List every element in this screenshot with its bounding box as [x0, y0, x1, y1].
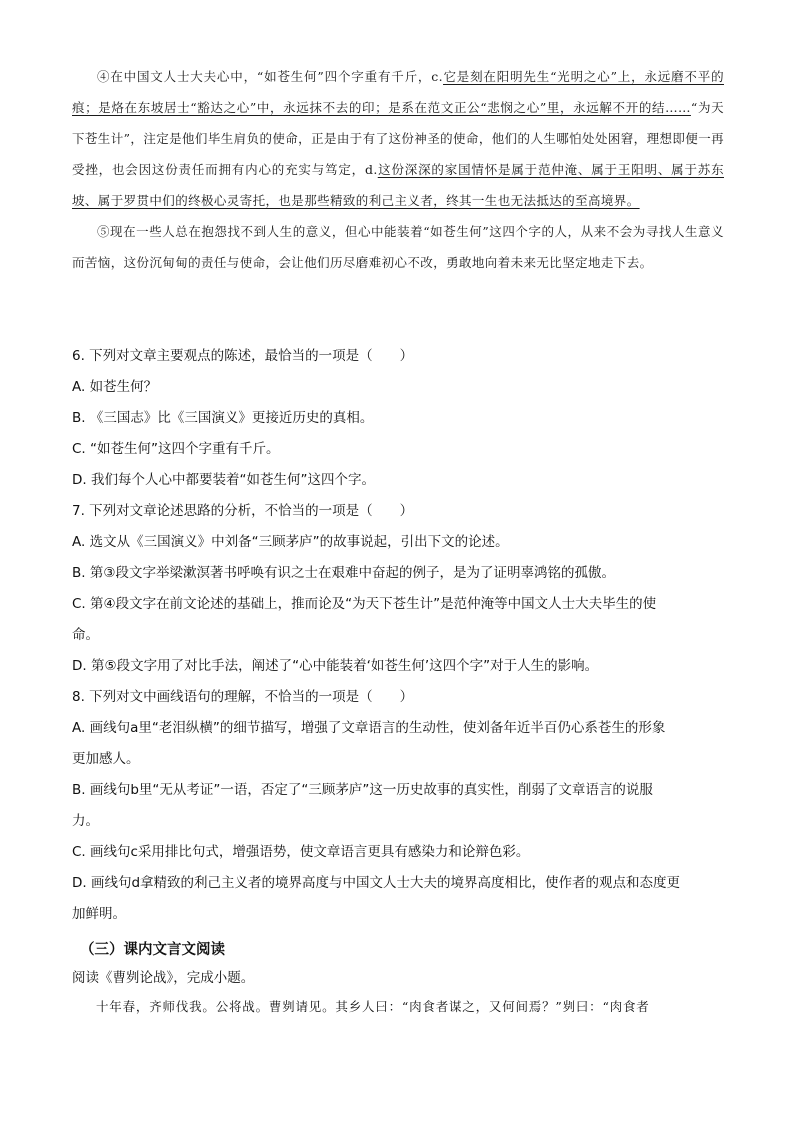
- question-stem-7: 7. 下列对文章论述思路的分析，不恰当的一项是（ ）: [72, 503, 414, 519]
- option-7b: B. 第③段文字举梁漱溟著书呼唤有识之士在艰难中奋起的例子，是为了证明辜鸿铭的孤傲。: [72, 565, 615, 581]
- p4-text-a: ④在中国文人士大夫心中，“如苍生何”四个字重有千斤，c.: [97, 69, 444, 84]
- section-title: （三）课内文言文阅读: [80, 942, 225, 958]
- paragraph-5: ⑤现在一些人总在抱怨找不到人生的意义，但心中能装着“如苍生何”这四个字的人，从来不会为寻找人生意义而苦恼，这份沉甸甸的责任与使命，会让他们历尽磨难初心不改，勇敢地向着未来无比坚定地走下去。: [72, 224, 724, 270]
- question-list: [72, 341, 722, 930]
- p4-text-c: “为天下苍生计”，注定是他们毕生肩负的使命，正是由于有了这份神圣的使命，他们的人生哪怕处处困窘，理想即便一再受挫，也会因这份责任而拥有内心的充实与笃定，d.: [72, 100, 724, 177]
- option-8b: B. 画线句b里“无从考证”一语，否定了“三顾茅庐”这一历史故事的真实性，削弱了文章语言的说服: [72, 782, 653, 798]
- paragraph-4: [72, 61, 724, 216]
- option-8b-cont: 力。: [72, 813, 99, 829]
- reading-instruction: 阅读《曹刿论战》，完成小题。: [72, 970, 255, 986]
- option-7a: A. 选文从《三国演义》中刘备“三顾茅庐”的故事说起，引出下文的论述。: [72, 534, 509, 550]
- option-8c: C. 画线句c采用排比句式，增强语势，使文章语言更具有感染力和论辩色彩。: [72, 844, 530, 860]
- option-6b: B. 《三国志》比《三国演义》更接近历史的真相。: [72, 410, 374, 426]
- option-8d: D. 画线句d拿精致的利己主义者的境界高度与中国文人士大夫的境界高度相比，使作者的观点和态度更: [72, 875, 681, 891]
- option-6d: D. 我们每个人心中都要装着“如苍生何”这四个字。: [72, 472, 375, 488]
- option-8d-cont: 加鲜明。: [72, 906, 126, 922]
- option-6a: A. 如苍生何？: [72, 379, 158, 395]
- option-6c: C. “如苍生何”这四个字重有千斤。: [72, 441, 280, 457]
- classical-text: 十年春，齐师伐我。公将战。曹刿请见。其乡人曰：“肉食者谋之，又何间焉？”刿曰：“肉食者: [96, 999, 650, 1014]
- passage-excerpt: [72, 61, 724, 278]
- option-7c-cont: 命。: [72, 627, 99, 643]
- question-stem-6: 6. 下列对文章主要观点的陈述，最恰当的一项是（ ）: [72, 348, 414, 364]
- question-stem-8: 8. 下列对文中画线语句的理解，不恰当的一项是（ ）: [72, 689, 414, 705]
- option-7c: C. 第④段文字在前文论述的基础上，推而论及“为天下苍生计”是范仲淹等中国文人士大夫毕生的使: [72, 596, 657, 612]
- underlined-sentence-d: 这份深深的家国情怀是属于范仲淹、属于王阳明、属于苏东坡、属于罗贯中们的终极心灵寄托，也是那些精致的利己主义者，终其一生也无法抵达的至高境界。: [72, 162, 724, 208]
- option-8a: A. 画线句a里“老泪纵横”的细节描写，增强了文章语言的生动性，使刘备年近半百仍心系苍生的形象: [72, 720, 666, 736]
- option-7d: D. 第⑤段文字用了对比手法，阐述了“心中能装着‘如苍生何’这四个字”对于人生的影响。: [72, 658, 599, 674]
- underlined-sentence-c: 它是刻在阳明先生“光明之心”上，永远磨不平的痕；是烙在东坡居士“豁达之心”中，永远抹不去的印；是系在范文正公“悲悯之心”里，永远解不开的结……: [72, 69, 724, 115]
- option-8a-cont: 更加感人。: [72, 751, 140, 767]
